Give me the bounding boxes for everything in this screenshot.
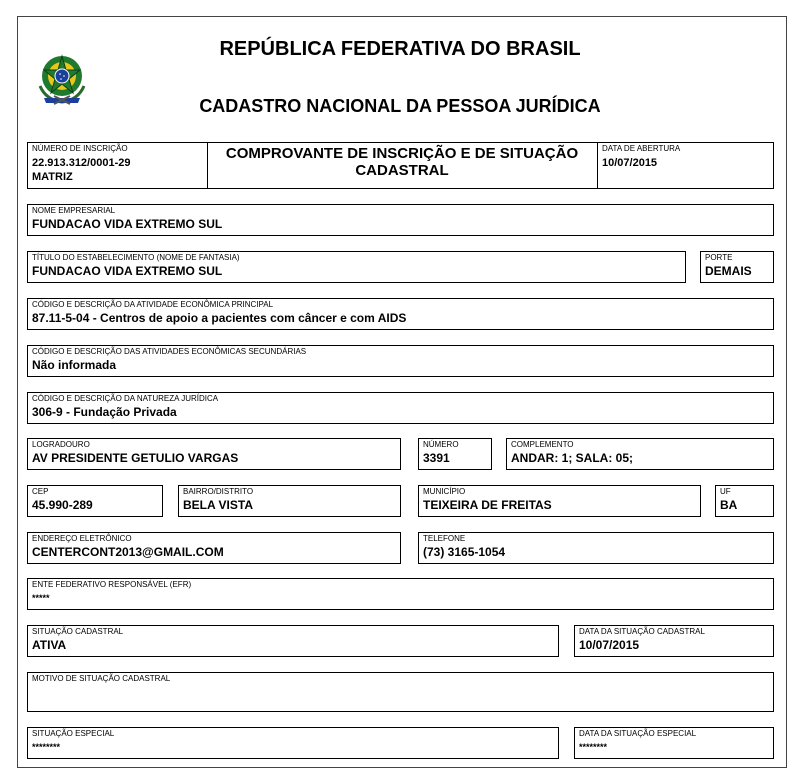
- abertura-label: DATA DE ABERTURA: [602, 144, 681, 153]
- fantasia-box: [27, 251, 686, 283]
- logradouro-box: [27, 438, 401, 470]
- situacao-especial-box: [27, 727, 559, 759]
- cep-box: [27, 485, 163, 517]
- motivo-label: MOTIVO DE SITUAÇÃO CADASTRAL: [32, 674, 171, 683]
- data-situacao-value: 10/07/2015: [579, 638, 640, 652]
- numero-label: NÚMERO: [423, 440, 459, 449]
- numero-value: 3391: [423, 451, 450, 465]
- abertura-box: [597, 142, 774, 189]
- natureza-juridica-value: 306-9 - Fundação Privada: [32, 405, 177, 419]
- natureza-juridica-box: [27, 392, 774, 424]
- numero-box: [418, 438, 492, 470]
- nome-empresarial-label: NOME EMPRESARIAL: [32, 206, 116, 215]
- porte-box: [700, 251, 774, 283]
- efr-box: [27, 578, 774, 610]
- municipio-label: MUNICÍPIO: [423, 487, 466, 496]
- fantasia-label: TÍTULO DO ESTABELECIMENTO (NOME DE FANTASIA): [32, 253, 240, 262]
- uf-value: BA: [720, 498, 738, 512]
- motivo-box: [27, 672, 774, 712]
- cep-label: CEP: [32, 487, 49, 496]
- atividades-secundarias-label: CÓDIGO E DESCRIÇÃO DAS ATIVIDADES ECONÔMICAS SECUNDÁRIAS: [32, 347, 307, 356]
- bairro-value: BELA VISTA: [183, 498, 254, 512]
- situacao-label: SITUAÇÃO CADASTRAL: [32, 627, 124, 636]
- data-situacao-especial-value: ********: [579, 742, 608, 752]
- telefone-box: [418, 532, 774, 564]
- bairro-box: [178, 485, 401, 517]
- uf-box: [715, 485, 774, 517]
- porte-value: DEMAIS: [705, 264, 752, 278]
- inscricao-box: [27, 142, 208, 189]
- cep-value: 45.990-289: [32, 498, 93, 512]
- page-subtitle: CADASTRO NACIONAL DA PESSOA JURÍDICA: [199, 96, 601, 116]
- municipio-value: TEIXEIRA DE FREITAS: [423, 498, 552, 512]
- data-situacao-especial-label: DATA DA SITUAÇÃO ESPECIAL: [579, 729, 697, 738]
- nome-empresarial-box: [27, 204, 774, 236]
- nome-empresarial-value: FUNDACAO VIDA EXTREMO SUL: [32, 217, 223, 231]
- situacao-especial-label: SITUAÇÃO ESPECIAL: [32, 729, 115, 738]
- page-title: REPÚBLICA FEDERATIVA DO BRASIL: [219, 38, 581, 60]
- email-box: [27, 532, 401, 564]
- situacao-value: ATIVA: [32, 638, 67, 652]
- logradouro-value: AV PRESIDENTE GETULIO VARGAS: [32, 451, 239, 465]
- comprovante-title: [207, 145, 597, 179]
- telefone-label: TELEFONE: [423, 534, 466, 543]
- situacao-especial-value: ********: [32, 742, 61, 752]
- abertura-value: 10/07/2015: [602, 157, 658, 169]
- efr-value: *****: [32, 593, 50, 603]
- atividade-principal-label: CÓDIGO E DESCRIÇÃO DA ATIVIDADE ECONÔMICA PRINCIPAL: [32, 300, 274, 309]
- logradouro-label: LOGRADOURO: [32, 440, 90, 449]
- data-situacao-especial-box: [574, 727, 774, 759]
- email-label: ENDEREÇO ELETRÔNICO: [32, 534, 132, 543]
- inscricao-number: 22.913.312/0001-29: [32, 157, 131, 169]
- data-situacao-label: DATA DA SITUAÇÃO CADASTRAL: [579, 627, 705, 636]
- atividades-secundarias-value: Não informada: [32, 358, 117, 372]
- fantasia-value: FUNDACAO VIDA EXTREMO SUL: [32, 264, 223, 278]
- porte-label: PORTE: [705, 253, 733, 262]
- uf-label: UF: [720, 487, 731, 496]
- complemento-box: [506, 438, 774, 470]
- atividades-secundarias-box: [27, 345, 774, 377]
- comprovante-line1: COMPROVANTE DE INSCRIÇÃO E DE SITUAÇÃO: [225, 145, 579, 162]
- natureza-juridica-label: CÓDIGO E DESCRIÇÃO DA NATUREZA JURÍDICA: [32, 394, 219, 403]
- comprovante-line2: CADASTRAL: [355, 162, 449, 179]
- complemento-value: ANDAR: 1; SALA: 05;: [511, 451, 634, 465]
- telefone-value: (73) 3165-1054: [423, 545, 506, 559]
- inscricao-type: MATRIZ: [32, 171, 73, 183]
- municipio-box: [418, 485, 701, 517]
- inscricao-label: NÚMERO DE INSCRIÇÃO: [32, 144, 128, 153]
- email-value: CENTERCONT2013@GMAIL.COM: [32, 545, 224, 559]
- data-situacao-box: [574, 625, 774, 657]
- atividade-principal-value: 87.11-5-04 - Centros de apoio a pacientes com câncer e com AIDS: [32, 311, 407, 325]
- complemento-label: COMPLEMENTO: [511, 440, 574, 449]
- atividade-principal-box: [27, 298, 774, 330]
- situacao-box: [27, 625, 559, 657]
- efr-label: ENTE FEDERATIVO RESPONSÁVEL (EFR): [32, 580, 192, 589]
- bairro-label: BAIRRO/DISTRITO: [183, 487, 254, 496]
